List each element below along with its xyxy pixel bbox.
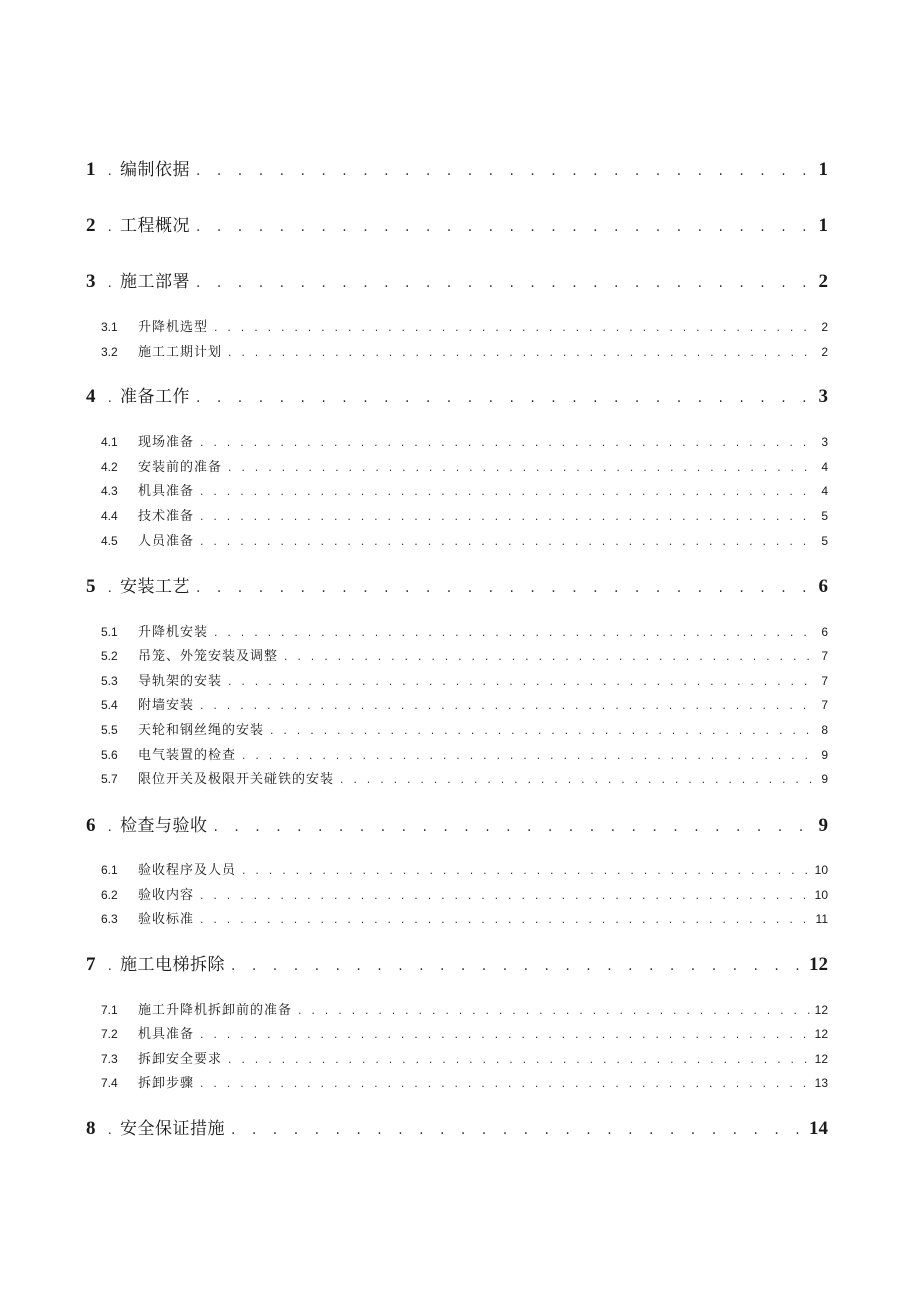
dot-leader — [228, 675, 817, 688]
toc-entry-number: 5.1 — [101, 625, 118, 639]
toc-entry-title: 施工工期计划 — [138, 345, 223, 360]
toc-entry-separator: . — [108, 164, 112, 179]
toc-entry-page: 7 — [821, 674, 828, 688]
toc-entry-separator: . — [108, 220, 112, 235]
toc-entry-number: 1 — [86, 159, 96, 180]
toc-entry-page: 6 — [821, 625, 828, 639]
toc-entry-page: 12 — [809, 954, 828, 975]
toc-entry-page: 7 — [821, 698, 828, 712]
toc-entry-title: 天轮和钢丝绳的安装 — [138, 723, 265, 738]
toc-entry-4[interactable] — [86, 382, 828, 408]
toc-entry-7-1[interactable] — [101, 999, 828, 1019]
toc-entry-4-1[interactable] — [101, 431, 828, 451]
toc-entry-6-1[interactable] — [101, 859, 828, 879]
toc-entry-title: 导轨架的安装 — [138, 674, 223, 689]
dot-leader — [228, 461, 817, 474]
toc-entry-title: 吊笼、外笼安装及调整 — [138, 649, 279, 664]
toc-entry-5-6[interactable] — [101, 744, 828, 764]
toc-entry-7[interactable] — [86, 950, 828, 976]
toc-entry-page: 5 — [821, 509, 828, 523]
dot-leader — [228, 1053, 811, 1066]
dot-leader — [200, 510, 817, 523]
toc-entry-title: 技术准备 — [138, 509, 195, 524]
toc-entry-5-7[interactable] — [101, 768, 828, 788]
toc-entry-title: 升降机选型 — [138, 320, 209, 335]
toc-entry-page: 1 — [818, 159, 828, 180]
toc-entry-title: 施工部署 — [120, 272, 190, 292]
toc-entry-page: 9 — [821, 772, 828, 786]
toc-entry-number: 4 — [86, 386, 96, 407]
toc-entry-title: 机具准备 — [138, 1027, 195, 1042]
toc-entry-number: 4.3 — [101, 484, 118, 498]
toc-entry-title: 施工电梯拆除 — [120, 955, 225, 975]
toc-entry-title: 附墙安装 — [138, 698, 195, 713]
toc-entry-number: 6.3 — [101, 912, 118, 926]
dot-leader — [214, 321, 817, 334]
toc-entry-page: 3 — [818, 386, 828, 407]
toc-entry-2[interactable] — [86, 211, 828, 237]
toc-entry-page: 4 — [821, 460, 828, 474]
toc-entry-4-4[interactable] — [101, 505, 828, 525]
toc-entry-page: 9 — [821, 748, 828, 762]
dot-leader — [196, 390, 815, 406]
toc-entry-3-1[interactable] — [101, 316, 828, 336]
toc-entry-6-2[interactable] — [101, 884, 828, 904]
dot-leader — [242, 864, 811, 877]
toc-entry-title: 机具准备 — [138, 484, 195, 499]
toc-entry-4-3[interactable] — [101, 480, 828, 500]
toc-entry-page: 4 — [821, 484, 828, 498]
toc-entry-title: 准备工作 — [120, 387, 190, 407]
toc-entry-separator: . — [108, 820, 112, 835]
dot-leader — [196, 163, 815, 179]
toc-entry-number: 7 — [86, 954, 96, 975]
toc-entry-page: 1 — [818, 215, 828, 236]
toc-entry-title: 工程概况 — [120, 216, 190, 236]
toc-entry-page: 12 — [814, 1003, 828, 1017]
toc-entry-number: 7.3 — [101, 1052, 118, 1066]
toc-entry-page: 9 — [818, 815, 828, 836]
toc-entry-page: 2 — [821, 345, 828, 359]
toc-entry-number: 5.3 — [101, 674, 118, 688]
toc-entry-page: 13 — [814, 1076, 828, 1090]
toc-entry-5[interactable] — [86, 572, 828, 598]
toc-entry-page: 8 — [821, 723, 828, 737]
toc-entry-separator: . — [108, 581, 112, 596]
toc-entry-6-3[interactable] — [101, 908, 828, 928]
toc-entry-number: 4.2 — [101, 460, 118, 474]
toc-entry-page: 3 — [821, 435, 828, 449]
toc-entry-title: 安装前的准备 — [138, 460, 223, 475]
toc-entry-page: 11 — [815, 912, 828, 926]
toc-entry-title: 现场准备 — [138, 435, 195, 450]
dot-leader — [200, 485, 817, 498]
toc-entry-page: 2 — [818, 271, 828, 292]
toc-entry-page: 7 — [821, 649, 828, 663]
toc-entry-number: 5.7 — [101, 772, 118, 786]
toc-entry-number: 8 — [86, 1118, 96, 1139]
toc-entry-3[interactable] — [86, 267, 828, 293]
toc-entry-page: 12 — [814, 1027, 828, 1041]
toc-entry-title: 安装工艺 — [120, 577, 190, 597]
dot-leader — [200, 1028, 811, 1041]
toc-entry-title: 人员准备 — [138, 534, 195, 549]
toc-entry-5-1[interactable] — [101, 621, 828, 641]
dot-leader — [298, 1004, 811, 1017]
dot-leader — [200, 436, 817, 449]
toc-entry-title: 验收内容 — [138, 888, 195, 903]
toc-entry-1[interactable] — [86, 155, 828, 181]
toc-entry-number: 2 — [86, 215, 96, 236]
toc-entry-5-2[interactable] — [101, 645, 828, 665]
toc-entry-number: 4.5 — [101, 534, 118, 548]
toc-entry-page: 10 — [814, 888, 828, 902]
toc-entry-title: 升降机安装 — [138, 625, 209, 640]
toc-entry-number: 5.5 — [101, 723, 118, 737]
dot-leader — [200, 1077, 811, 1090]
dot-leader — [242, 749, 817, 762]
toc-entry-separator: . — [108, 1123, 112, 1138]
toc-entry-number: 7.1 — [101, 1003, 118, 1017]
toc-entry-title: 限位开关及极限开关碰铁的安装 — [138, 772, 335, 787]
toc-entry-number: 7.4 — [101, 1076, 118, 1090]
toc-entry-3-2[interactable] — [101, 341, 828, 361]
toc-entry-7-4[interactable] — [101, 1072, 828, 1092]
toc-entry-page: 12 — [814, 1052, 828, 1066]
toc-entry-title: 电气装置的检查 — [138, 748, 237, 763]
toc-entry-number: 3.1 — [101, 320, 118, 334]
toc-entry-separator: . — [108, 959, 112, 974]
toc-entry-5-5[interactable] — [101, 719, 828, 739]
toc-entry-page: 10 — [814, 863, 828, 877]
dot-leader — [196, 275, 815, 291]
toc-entry-5-4[interactable] — [101, 694, 828, 714]
toc-entry-title: 拆卸步骤 — [138, 1076, 195, 1091]
toc-entry-page: 6 — [818, 576, 828, 597]
dot-leader — [196, 580, 815, 596]
toc-entry-number: 4.1 — [101, 435, 118, 449]
toc-entry-8[interactable] — [86, 1114, 828, 1140]
dot-leader — [214, 626, 817, 639]
toc-entry-4-5[interactable] — [101, 530, 828, 550]
dot-leader — [200, 535, 817, 548]
toc-entry-number: 5 — [86, 576, 96, 597]
toc-entry-separator: . — [108, 276, 112, 291]
dot-leader — [200, 699, 817, 712]
toc-entry-7-2[interactable] — [101, 1023, 828, 1043]
toc-entry-separator: . — [108, 391, 112, 406]
toc-entry-title: 拆卸安全要求 — [138, 1052, 223, 1067]
toc-entry-title: 编制依据 — [120, 160, 190, 180]
toc-entry-number: 7.2 — [101, 1027, 118, 1041]
toc-entry-title: 安全保证措施 — [120, 1119, 225, 1139]
dot-leader — [214, 819, 815, 835]
toc-entry-6[interactable] — [86, 811, 828, 837]
toc-entry-number: 3 — [86, 271, 96, 292]
dot-leader — [228, 346, 817, 359]
toc-entry-number: 4.4 — [101, 509, 118, 523]
toc-entry-page: 2 — [821, 320, 828, 334]
dot-leader — [340, 773, 817, 786]
toc-entry-title: 验收程序及人员 — [138, 863, 237, 878]
dot-leader — [200, 889, 811, 902]
toc-entry-page: 5 — [821, 534, 828, 548]
dot-leader — [284, 650, 817, 663]
dot-leader — [270, 724, 817, 737]
toc-entry-title: 施工升降机拆卸前的准备 — [138, 1003, 293, 1018]
toc-entry-number: 6.2 — [101, 888, 118, 902]
toc-entry-7-3[interactable] — [101, 1048, 828, 1068]
toc-entry-number: 5.2 — [101, 649, 118, 663]
dot-leader — [231, 1122, 805, 1138]
toc-entry-number: 3.2 — [101, 345, 118, 359]
toc-entry-title: 验收标准 — [138, 912, 195, 927]
dot-leader — [231, 958, 805, 974]
toc-entry-number: 6.1 — [101, 863, 118, 877]
dot-leader — [200, 913, 812, 926]
toc-entry-number: 5.6 — [101, 748, 118, 762]
toc-entry-number: 5.4 — [101, 698, 118, 712]
toc-entry-5-3[interactable] — [101, 670, 828, 690]
dot-leader — [196, 219, 815, 235]
toc-entry-page: 14 — [809, 1118, 828, 1139]
toc-entry-title: 检查与验收 — [120, 816, 208, 836]
toc-entry-4-2[interactable] — [101, 456, 828, 476]
toc-entry-number: 6 — [86, 815, 96, 836]
